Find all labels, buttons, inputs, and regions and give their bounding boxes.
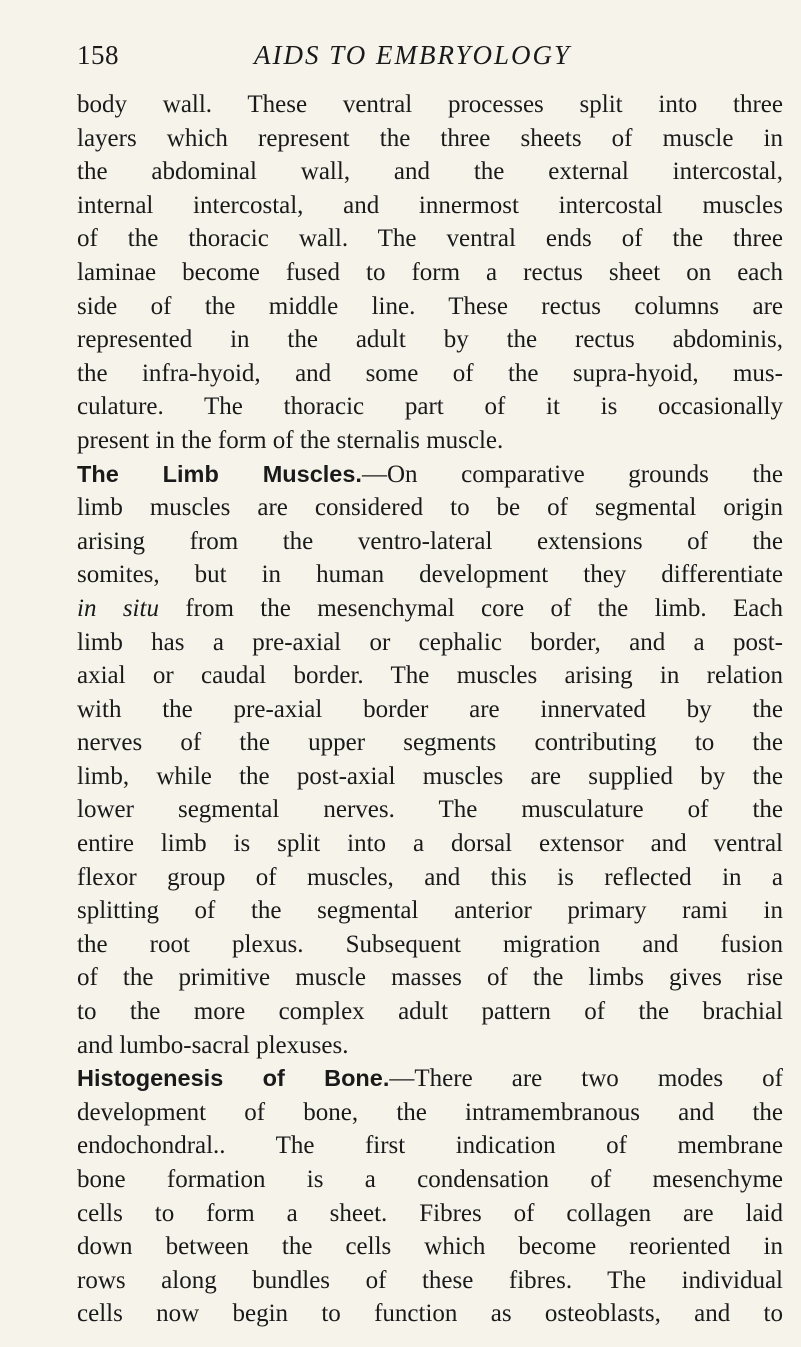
text-line: development of bone, the intramembranous and the: [77, 1098, 783, 1126]
body-text: [77, 88, 783, 1331]
text-line: internal intercostal, and innermost intercostal muscles: [77, 191, 783, 219]
text-line: cells now begin to function as osteoblasts, and to: [77, 1300, 783, 1328]
text-line: arising from the ventro-lateral extensions of the: [77, 527, 783, 555]
text-line: endochondral.. The first indication of membrane: [77, 1132, 783, 1160]
text-line: layers which represent the three sheets of muscle in: [77, 124, 783, 152]
running-title: AIDS TO EMBRYOLOGY: [254, 40, 572, 70]
text-span: from the mesenchymal core of the limb. Each: [158, 594, 783, 622]
text-span: —There are two modes of: [389, 1065, 783, 1093]
text-line: laminae become fused to form a rectus sheet on each: [77, 258, 783, 286]
text-line: of the thoracic wall. The ventral ends of the three: [77, 225, 783, 253]
text-line: nerves of the upper segments contributing to the: [77, 729, 783, 757]
text-line: represented in the adult by the rectus abdominis,: [77, 326, 783, 354]
section-heading-limb-muscles: The Limb Muscles.: [77, 460, 362, 487]
text-line: entire limb is split into a dorsal extensor and ventral: [77, 830, 783, 858]
text-line: to the more complex adult pattern of the brachial: [77, 998, 783, 1026]
text-line: lower segmental nerves. The musculature of the: [77, 796, 783, 824]
text-line: axial or caudal border. The muscles arising in relation: [77, 662, 783, 690]
text-line: culature. The thoracic part of it is occasionally: [77, 393, 783, 421]
text-line: rows along bundles of these fibres. The individual: [77, 1266, 783, 1294]
text-line: bone formation is a condensation of mesenchyme: [77, 1166, 783, 1193]
text-line: limb, while the post-axial muscles are supplied by the: [77, 762, 783, 790]
text-line: the abdominal wall, and the external intercostal,: [77, 158, 783, 186]
text-line: present in the form of the sternalis muscle.: [77, 426, 504, 454]
text-line: flexor group of muscles, and this is reflected in a: [77, 863, 783, 891]
text-line: side of the middle line. These rectus columns are: [77, 292, 783, 320]
text-line: [77, 1062, 783, 1096]
text-line: cells to form a sheet. Fibres of collagen are laid: [77, 1199, 783, 1227]
text-line: of the primitive muscle masses of the limbs gives rise: [77, 964, 783, 992]
text-line: limb has a pre-axial or cephalic border, and a post-: [77, 628, 783, 656]
text-span: —On comparative grounds the: [361, 460, 783, 488]
section-heading-histogenesis-of-bone: Histogenesis of Bone.: [77, 1065, 390, 1092]
text-line: the root plexus. Subsequent migration and fusion: [77, 930, 783, 958]
text-line: and lumbo-sacral plexuses.: [77, 1031, 349, 1059]
text-line: [77, 458, 783, 492]
text-line: [77, 592, 783, 626]
text-line: down between the cells which become reoriented in: [77, 1233, 783, 1261]
text-line: splitting of the segmental anterior primary rami in: [77, 897, 783, 925]
text-line: with the pre-axial border are innervated by the: [77, 695, 783, 723]
running-head: [77, 30, 771, 76]
text-line: somites, but in human development they differentiate: [77, 561, 783, 589]
text-line: body wall. These ventral processes split into three: [77, 91, 783, 118]
text-line: limb muscles are considered to be of segmental origin: [77, 494, 783, 522]
italic-term: in situ: [77, 594, 159, 622]
text-line: the infra-hyoid, and some of the supra-hyoid, mus-: [77, 359, 783, 387]
page-number: 158: [77, 40, 119, 70]
